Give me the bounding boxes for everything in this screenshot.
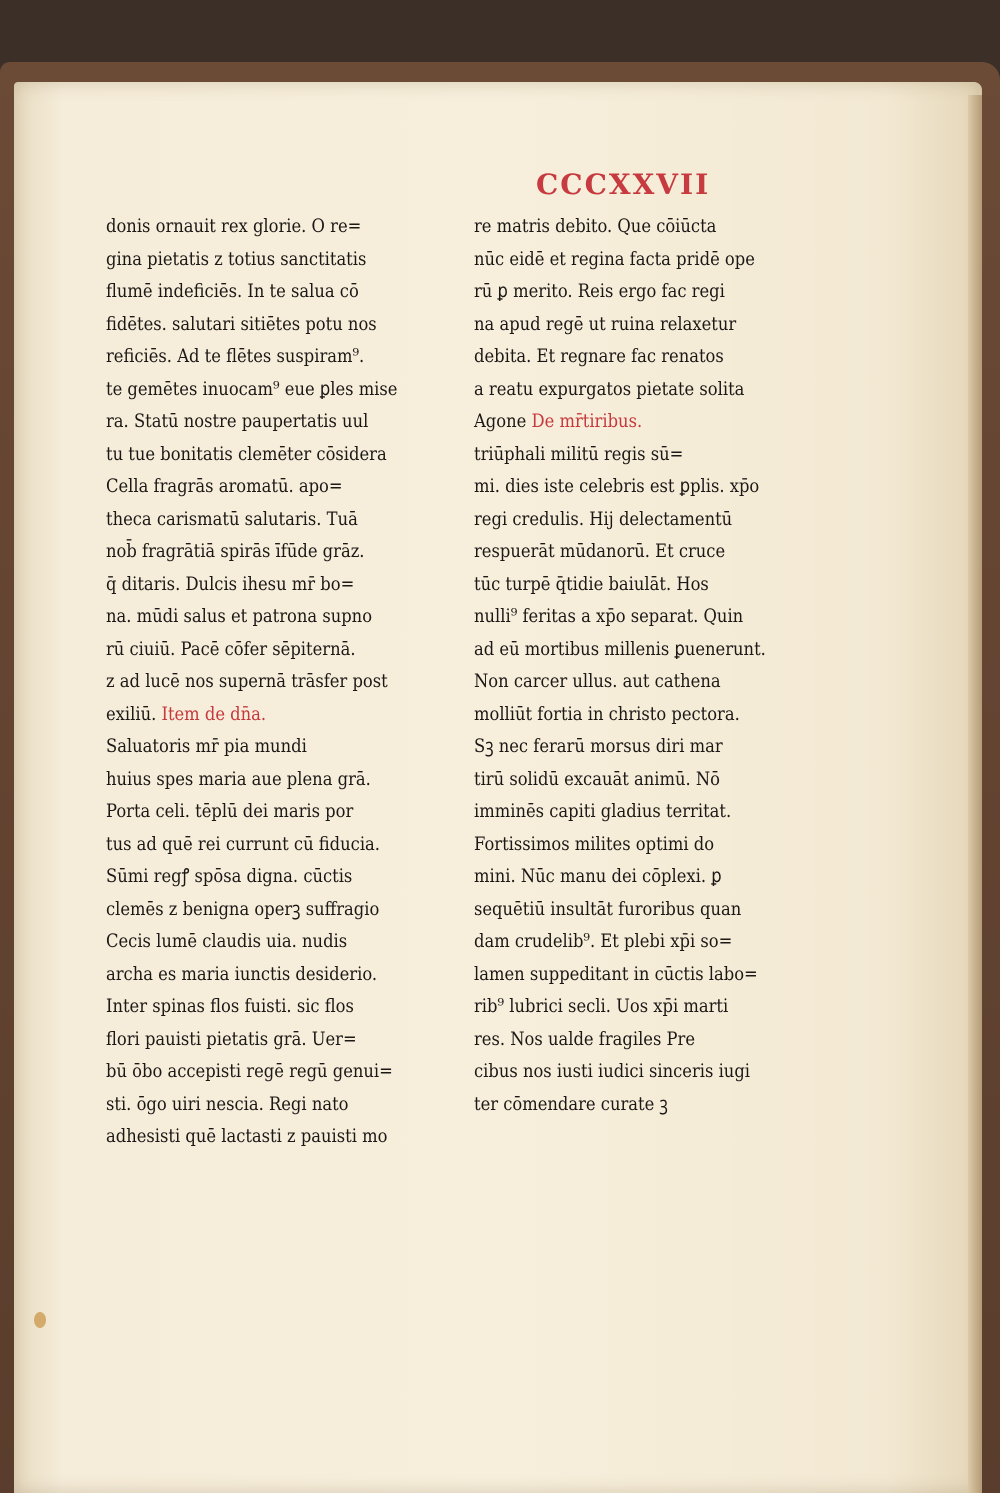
rubric-heading: De mr̄tiribus. — [531, 410, 643, 432]
text-line: na. mūdi salus et patrona supno — [106, 605, 373, 627]
text-line: z ad lucē nos supernā trāsfer post — [106, 670, 388, 692]
text-line: sti. ōgo uiri nescia. Regi nato — [106, 1092, 349, 1115]
text-line: Porta celi. tēplū dei maris por — [106, 800, 354, 822]
foxing-stain — [34, 1312, 46, 1328]
text-line: lamen suppeditant in cūctis labo= — [474, 962, 758, 985]
text-line: ad eū mortibus millenis ꝑuenerunt. — [474, 637, 766, 660]
text-line: ter cōmendare curate ꝫ — [474, 1092, 668, 1115]
text-line: Saluatoris mr̄ pia mundi — [106, 735, 307, 757]
text-line: rū ciuiū. Pacē cōfer sēpiternā. — [106, 637, 356, 660]
text-line: nulli⁹ feritas a xp̄o separat. Quin — [474, 605, 744, 627]
text-line: rib⁹ lubrici secli. Uos xp̄i marti — [474, 995, 729, 1017]
text-line: ra. Statū nostre paupertatis uul — [106, 410, 369, 432]
text-line: archa es maria iunctis desiderio. — [106, 962, 378, 985]
folio-number: CCCXXVII — [536, 168, 711, 201]
text-line: nūc eidē et regina facta pridē ope — [474, 247, 755, 270]
text-line: rū ꝑ merito. Reis ergo fac regi — [474, 280, 725, 302]
text-line: imminēs capiti gladius territat. — [474, 800, 732, 822]
text-line: regi credulis. Hij delectamentū — [474, 507, 733, 530]
right-text-column — [474, 210, 774, 1120]
rubric-heading: Item de dn̄a. — [161, 702, 267, 725]
text-line: flori pauisti pietatis grā. Uer= — [106, 1027, 357, 1050]
text-line: fidētes. salutari sitiētes potu nos — [106, 312, 377, 335]
text-line: tus ad quē rei currunt cū fiducia. — [106, 832, 380, 855]
text-line: exiliū. Item de dn̄a. — [106, 702, 267, 725]
left-text-column — [106, 210, 416, 1153]
text-line: donis ornauit rex glorie. O re= — [106, 215, 362, 237]
text-line: q̄ ditaris. Dulcis ihesu mr̄ bo= — [106, 572, 355, 595]
text-line: na apud regē ut ruina relaxetur — [474, 312, 737, 335]
text-line: gina pietatis z totius sanctitatis — [106, 247, 367, 270]
text-line: Sꝫ nec ferarū morsus diri mar — [474, 735, 723, 757]
text-line: sequētiū insultāt furoribus quan — [474, 897, 742, 920]
text-line: Non carcer ullus. aut cathena — [474, 670, 721, 692]
text-line: dam crudelib⁹. Et plebi xp̄i so= — [474, 930, 733, 952]
text-line: re matris debito. Que cōiūcta — [474, 215, 717, 237]
text-line: Sūmi regꝭ spōsa digna. cūctis — [106, 865, 353, 887]
text-line: tu tue bonitatis clemēter cōsidera — [106, 442, 387, 465]
text-line: triūphali militū regis sū= — [474, 442, 684, 465]
text-line: tirū solidū excauāt animū. Nō — [474, 767, 721, 790]
text-line: res. Nos ualde fragiles Pre — [474, 1027, 696, 1050]
text-line: Inter spinas flos fuisti. sic flos — [106, 995, 354, 1017]
text-line: molliūt fortia in christo pectora. — [474, 702, 740, 725]
text-line: flumē indeficiēs. In te salua cō — [106, 280, 359, 302]
text-line: te gemētes inuocam⁹ eue ꝑles mise — [106, 377, 398, 400]
text-line: clemēs z benigna operꝫ suffragio — [106, 897, 380, 920]
text-line: nob̄ fragrātiā spirās īfūde grāz. — [106, 540, 365, 562]
text-line: huius spes maria aue plena grā. — [106, 767, 371, 790]
text-line: respuerāt mūdanorū. Et cruce — [474, 540, 726, 562]
text-line: cibus nos iusti iudici sinceris iugi — [474, 1060, 751, 1082]
text-line: mini. Nūc manu dei cōplexi. ꝑ — [474, 865, 722, 887]
text-line: adhesisti quē lactasti z pauisti mo — [106, 1125, 388, 1147]
text-line: theca carismatū salutaris. Tuā — [106, 507, 358, 530]
text-line: mi. dies iste celebris est ꝑplis. xp̄o — [474, 475, 760, 497]
text-line: a reatu expurgatos pietate solita — [474, 377, 745, 400]
text-line: tūc turpē q̄tidie baiulāt. Hos — [474, 572, 709, 595]
text-line: reficiēs. Ad te flētes suspiram⁹. — [106, 345, 365, 367]
text-line: Cella fragrās aromatū. apo= — [106, 475, 343, 497]
text-line: Fortissimos milites optimi do — [474, 832, 715, 855]
text-line: Agone De mr̄tiribus. — [474, 410, 643, 432]
text-line: bū ōbo accepisti regē regū genui= — [106, 1060, 393, 1082]
text-line: Cecis lumē claudis uia. nudis — [106, 930, 348, 952]
page-edge — [968, 95, 982, 1493]
text-line: debita. Et regnare fac renatos — [474, 345, 724, 367]
